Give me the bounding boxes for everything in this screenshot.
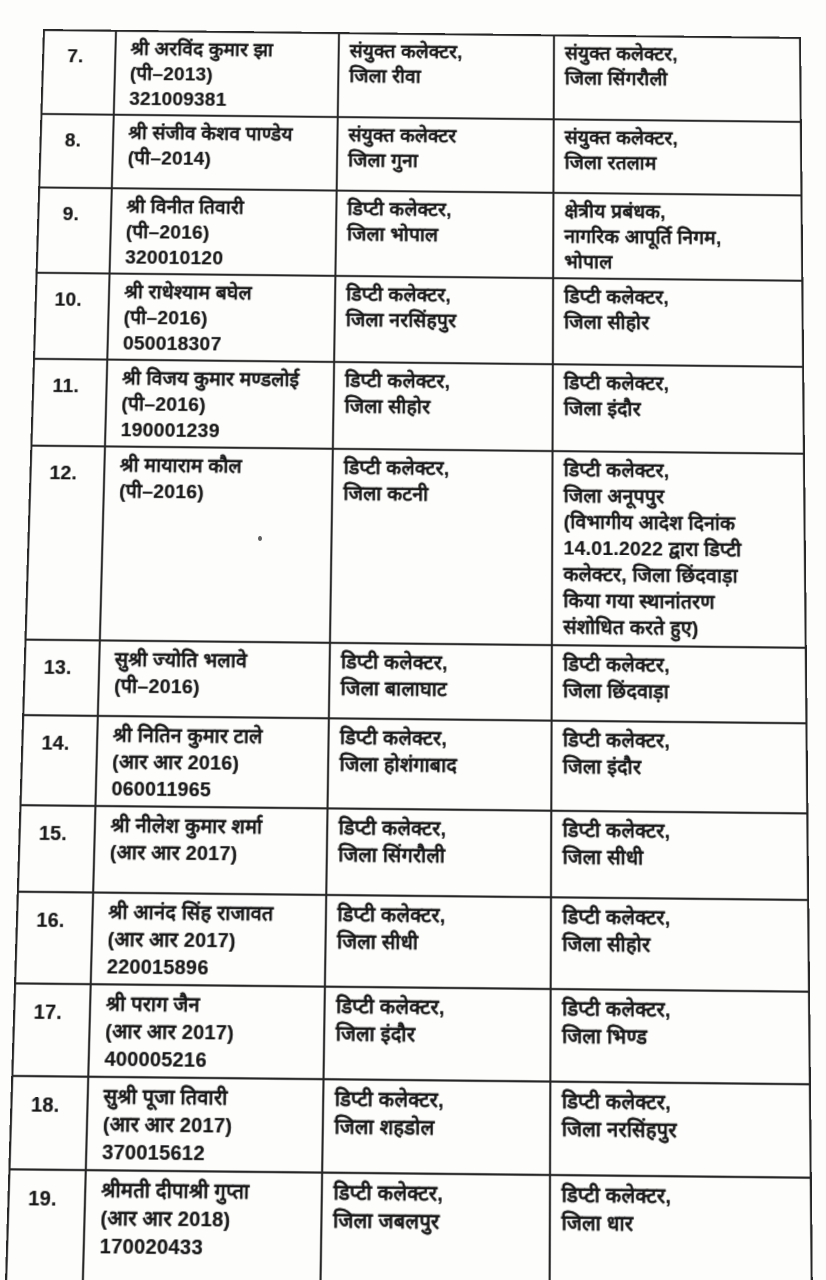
serial-cell: 12.	[26, 446, 105, 641]
serial-cell: 9.	[37, 187, 112, 273]
table-row-16	[15, 892, 809, 992]
table-row-13	[23, 640, 806, 724]
new-posting-cell: डिप्टी कलेक्टर, जिला सीहोर	[551, 897, 809, 991]
current-posting-cell: डिप्टी कलेक्टर, जिला सिंगरौली	[326, 808, 551, 897]
table-row-19	[6, 1169, 812, 1280]
transfer-table	[5, 29, 813, 1280]
officer-name-cell: श्रीमती दीपाश्री गुप्ता (आर आर 2018) 170020433	[83, 1170, 322, 1280]
officer-name-cell: श्री विनीत तिवारी (पी–2016) 320010120	[110, 188, 337, 276]
current-posting-cell: डिप्टी कलेक्टर, जिला बालाघाट	[329, 643, 552, 721]
new-posting-cell: संयुक्त कलेक्टर, जिला रतलाम	[553, 119, 801, 195]
table-row-15	[18, 805, 808, 900]
table-row-17	[12, 983, 810, 1084]
new-posting-cell: संयुक्त कलेक्टर, जिला सिंगरौली	[554, 35, 801, 122]
officer-name-cell: श्री संजीव केशव पाण्डेय (पी–2014)	[112, 115, 338, 191]
new-posting-cell: डिप्टी कलेक्टर, जिला छिंदवाड़ा	[552, 645, 807, 723]
officer-name-cell: श्री पराग जैन (आर आर 2017) 400005216	[88, 984, 325, 1079]
current-posting-cell: संयुक्त कलेक्टर जिला गुना	[337, 117, 554, 193]
officer-name-cell: श्री मायाराम कौल (पी–2016)	[100, 446, 333, 642]
officer-name-cell: श्री राधेश्याम बघेल (पी–2016) 050018307	[107, 274, 335, 362]
table-row-14	[21, 715, 808, 813]
new-posting-cell: डिप्टी कलेक्टर, जिला धार	[550, 1175, 812, 1280]
current-posting-cell: डिप्टी कलेक्टर, जिला शहडोल	[322, 1079, 550, 1175]
officer-name-cell: श्री नीलेश कुमार शर्मा (आर आर 2017)	[93, 806, 327, 895]
table-row-9	[37, 187, 803, 280]
table-row-18	[9, 1076, 810, 1178]
new-posting-cell: डिप्टी कलेक्टर, जिला इंदौर	[553, 364, 804, 453]
new-posting-cell: डिप्टी कलेक्टर, जिला इंदौर	[551, 721, 807, 814]
serial-cell: 15.	[18, 805, 96, 892]
new-posting-cell: डिप्टी कलेक्टर, जिला नरसिंहपुर	[550, 1082, 811, 1178]
table-row-12	[26, 446, 806, 648]
new-posting-cell: डिप्टी कलेक्टर, जिला अनूपपुर (विभागीय आदेश दिनांक 14.01.2022 द्वारा डिप्टी कलेक्टर, जिला छिंदवाड़ा किया गया स्थानांतरण संशोधित करते हुए)	[552, 451, 806, 648]
officer-name-cell: श्री अरविंद कुमार झा (पी–2013) 321009381	[114, 31, 339, 117]
new-posting-cell: डिप्टी कलेक्टर, जिला सीहोर	[553, 278, 803, 367]
serial-cell: 8.	[39, 114, 114, 188]
current-posting-cell: डिप्टी कलेक्टर, जिला होशंगाबाद	[328, 718, 552, 810]
table-row-10	[34, 273, 803, 367]
table-row-8	[39, 114, 801, 195]
current-posting-cell: डिप्टी कलेक्टर, जिला सीहोर	[333, 362, 553, 451]
current-posting-cell: डिप्टी कलेक्टर, जिला सीधी	[325, 895, 551, 989]
serial-cell: 7.	[41, 30, 116, 115]
scan-edge-artifact	[0, 0, 2, 113]
serial-cell: 18.	[9, 1076, 88, 1170]
serial-cell: 13.	[23, 640, 100, 716]
serial-cell: 10.	[34, 273, 110, 360]
current-posting-cell: डिप्टी कलेक्टर, जिला कटनी	[330, 449, 553, 645]
transfer-table-wrap	[5, 29, 811, 1280]
serial-cell: 11.	[31, 359, 107, 447]
serial-cell: 16.	[15, 892, 93, 984]
current-posting-cell: डिप्टी कलेक्टर, जिला जबलपुर	[320, 1173, 550, 1280]
serial-cell: 14.	[21, 715, 98, 806]
serial-cell: 17.	[12, 983, 90, 1076]
new-posting-cell: डिप्टी कलेक्टर, जिला भिण्ड	[550, 989, 810, 1084]
current-posting-cell: डिप्टी कलेक्टर, जिला भोपाल	[335, 191, 553, 279]
officer-name-cell: सुश्री ज्योति भलावे (पी–2016)	[98, 640, 330, 718]
officer-name-cell: श्री नितिन कुमार टाले (आर आर 2016) 060011965	[95, 716, 328, 808]
serial-cell: 19.	[6, 1169, 86, 1280]
new-posting-cell: डिप्टी कलेक्टर, जिला सीधी	[551, 811, 808, 900]
table-row-7	[41, 30, 800, 122]
new-posting-cell: क्षेत्रीय प्रबंधक, नागरिक आपूर्ति निगम, भोपाल	[553, 193, 802, 281]
officer-name-cell: श्री आनंद सिंह राजावत (आर आर 2017) 220015896	[91, 892, 327, 986]
officer-name-cell: श्री विजय कुमार मण्डलोई (पी–2016) 190001239	[105, 360, 334, 449]
current-posting-cell: डिप्टी कलेक्टर, जिला इंदौर	[324, 987, 551, 1082]
current-posting-cell: संयुक्त कलेक्टर, जिला रीवा	[338, 33, 554, 119]
table-row-11	[31, 359, 804, 454]
current-posting-cell: डिप्टी कलेक्टर, जिला नरसिंहपुर	[334, 276, 553, 364]
officer-name-cell: सुश्री पूजा तिवारी (आर आर 2017) 370015612	[86, 1077, 324, 1173]
